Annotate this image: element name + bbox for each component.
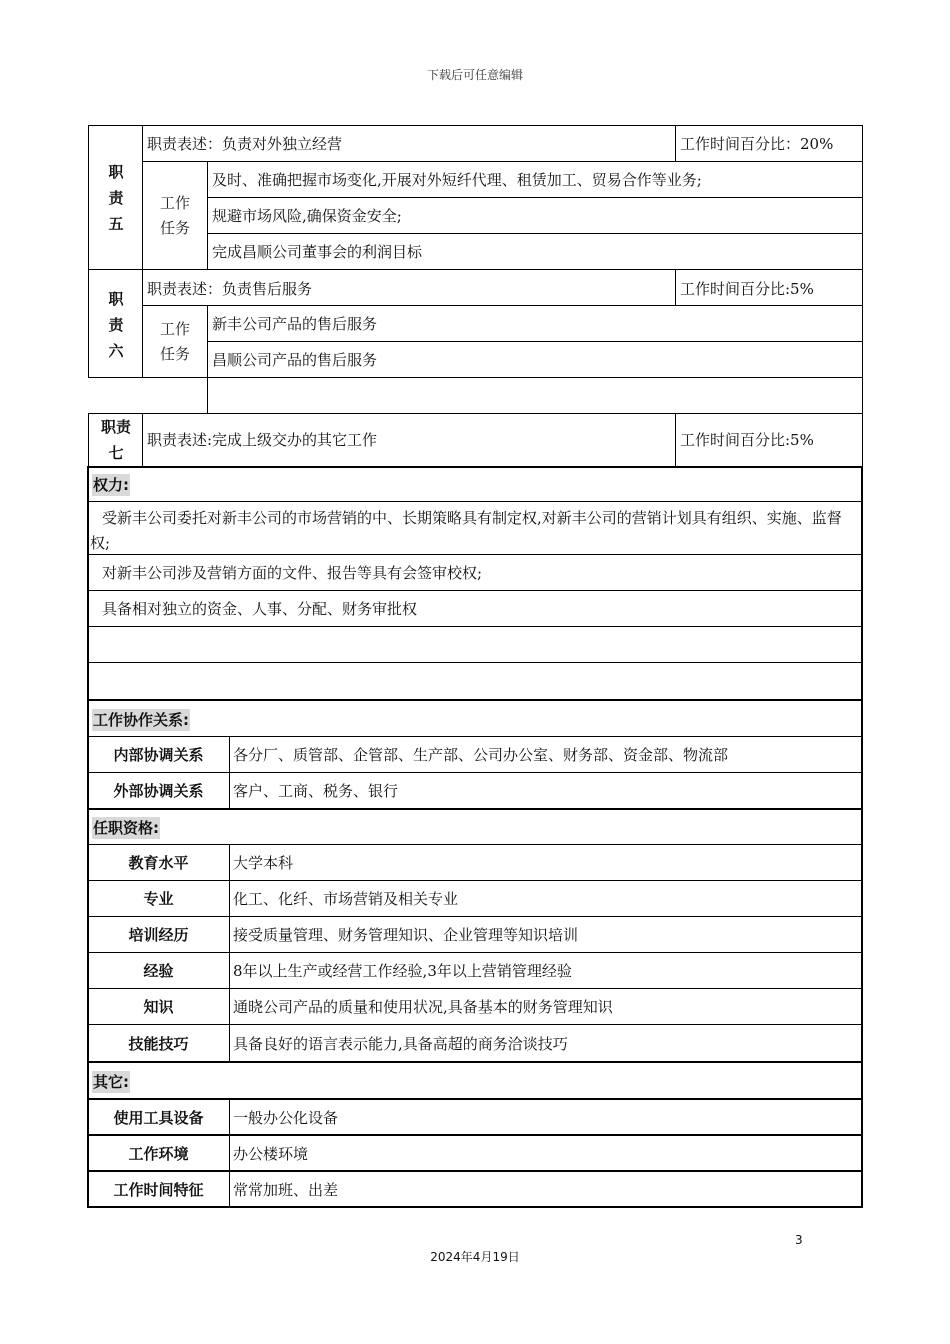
duty6-label: 职 责 六 bbox=[108, 289, 124, 360]
skills-label: 技能技巧 bbox=[128, 1034, 189, 1053]
tools-value: 一般办公化设备 bbox=[233, 1108, 339, 1127]
duty6-description: 职责表述：负责售后服务 bbox=[147, 279, 313, 298]
authority-title: 权力: bbox=[93, 475, 129, 494]
authority-item-3: 具备相对独立的资金、人事、分配、财务审批权 bbox=[102, 600, 418, 618]
duty5-task-1: 及时、准确把握市场变化,开展对外短纤代理、租赁加工、贸易合作等业务; bbox=[212, 171, 702, 189]
work-time-label: 工作时间特征 bbox=[113, 1180, 204, 1199]
authority-item-1: 受新丰公司委托对新丰公司的市场营销的中、长期策略具有制定权,对新丰公司的营销计划具有组织、实施、监督权; bbox=[90, 509, 842, 552]
experience-label: 经验 bbox=[143, 962, 174, 980]
duty6-task-2: 昌顺公司产品的售后服务 bbox=[212, 351, 378, 369]
education-label: 教育水平 bbox=[128, 854, 189, 872]
knowledge-value: 通晓公司产品的质量和使用状况,具备基本的财务管理知识 bbox=[233, 998, 613, 1016]
authority-item-2: 对新丰公司涉及营销方面的文件、报告等具有会签审校权; bbox=[102, 564, 483, 582]
skills-value: 具备良好的语言表示能力,具备高超的商务洽谈技巧 bbox=[233, 1034, 568, 1053]
training-value: 接受质量管理、财务管理知识、企业管理等知识培训 bbox=[233, 926, 579, 944]
page-date: 2024年4月19日 bbox=[430, 1250, 520, 1264]
duty7-percent: 工作时间百分比:5% bbox=[680, 431, 814, 449]
duty7-description: 职责表述:完成上级交办的其它工作 bbox=[147, 431, 378, 449]
duty5-task-2: 规避市场风险,确保资金安全; bbox=[212, 207, 402, 225]
environment-value: 办公楼环境 bbox=[233, 1144, 309, 1163]
duty6-task-1: 新丰公司产品的售后服务 bbox=[212, 315, 378, 333]
duty5-task-label: 工作任务 bbox=[159, 194, 190, 237]
knowledge-label: 知识 bbox=[143, 998, 174, 1016]
major-label: 专业 bbox=[143, 890, 174, 908]
cooperation-title: 工作协作关系: bbox=[93, 710, 189, 729]
major-value: 化工、化纤、市场营销及相关专业 bbox=[233, 890, 459, 908]
tools-label: 使用工具设备 bbox=[113, 1108, 204, 1127]
external-relations-value: 客户、工商、税务、银行 bbox=[233, 782, 399, 800]
internal-relations-value: 各分厂、质管部、企管部、生产部、公司办公室、财务部、资金部、物流部 bbox=[233, 746, 729, 764]
duty5-percent: 工作时间百分比：20% bbox=[680, 135, 834, 153]
duty5-description: 职责表述：负责对外独立经营 bbox=[147, 135, 343, 153]
work-time-value: 常常加班、出差 bbox=[233, 1180, 339, 1199]
experience-value: 8年以上生产或经营工作经验,3年以上营销管理经验 bbox=[233, 962, 572, 980]
internal-relations-label: 内部协调关系 bbox=[113, 746, 204, 764]
duty7-label: 职责七 bbox=[100, 418, 131, 462]
duty5-label: 职 责 五 bbox=[108, 163, 124, 233]
duty6-task-label: 工作任务 bbox=[159, 320, 190, 363]
page-header: 下载后可任意编辑 bbox=[426, 68, 523, 82]
training-label: 培训经历 bbox=[128, 926, 189, 944]
other-title: 其它: bbox=[93, 1072, 129, 1091]
page-number: 3 bbox=[795, 1233, 803, 1247]
environment-label: 工作环境 bbox=[128, 1144, 189, 1163]
external-relations-label: 外部协调关系 bbox=[113, 782, 204, 800]
education-value: 大学本科 bbox=[233, 854, 294, 872]
qualification-title: 任职资格: bbox=[93, 818, 159, 837]
duty5-task-3: 完成昌顺公司董事会的利润目标 bbox=[212, 243, 423, 261]
duty6-percent: 工作时间百分比:5% bbox=[680, 279, 814, 298]
